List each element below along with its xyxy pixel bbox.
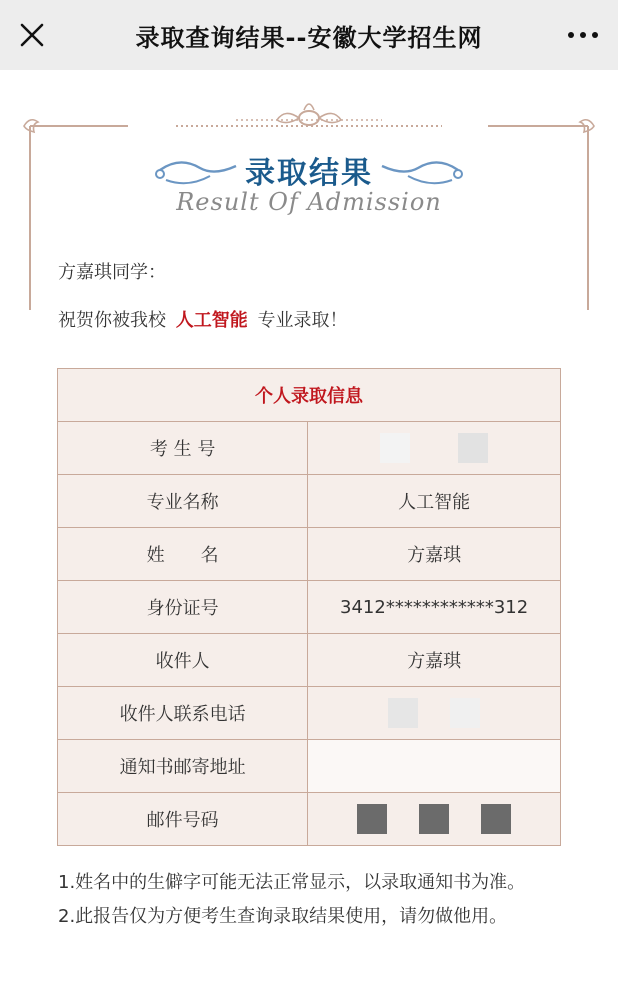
row-label: 收件人联系电话 bbox=[58, 687, 308, 740]
tracking-number-value bbox=[308, 793, 561, 846]
more-icon[interactable] bbox=[566, 24, 600, 46]
address-value bbox=[308, 740, 561, 793]
blurred-block bbox=[380, 433, 410, 463]
result-subheading: Result Of Admission bbox=[176, 188, 442, 216]
blurred-block bbox=[388, 698, 418, 728]
row-label: 通知书邮寄地址 bbox=[58, 740, 308, 793]
table-row bbox=[58, 475, 561, 528]
note-item: 1.姓名中的生僻字可能无法正常显示，以录取通知书为准。 bbox=[58, 872, 526, 893]
blurred-block bbox=[357, 804, 387, 834]
table-row bbox=[58, 793, 561, 846]
table-row bbox=[58, 528, 561, 581]
congrats-prefix: 祝贺你被我校 bbox=[58, 310, 166, 331]
row-label: 专业名称 bbox=[58, 475, 308, 528]
table-heading: 个人录取信息 bbox=[58, 369, 561, 422]
blurred-block bbox=[458, 433, 488, 463]
page-title: 录取查询结果--安徽大学招生网 bbox=[135, 23, 483, 52]
notes-section bbox=[58, 866, 558, 934]
table-row bbox=[58, 581, 561, 634]
result-headline: 录取结果 bbox=[245, 156, 373, 191]
table-row bbox=[58, 634, 561, 687]
blurred-block bbox=[419, 804, 449, 834]
row-label: 身份证号 bbox=[58, 581, 308, 634]
admission-info-table bbox=[57, 368, 561, 846]
note-item: 2.此报告仅为方便考生查询录取结果使用，请勿做他用。 bbox=[58, 906, 508, 927]
table-row bbox=[58, 740, 561, 793]
admitted-major: 人工智能 bbox=[175, 310, 248, 331]
table-row bbox=[58, 687, 561, 740]
close-icon[interactable] bbox=[18, 21, 46, 49]
table-header-row bbox=[58, 369, 561, 422]
result-page bbox=[0, 70, 618, 986]
row-value: 方嘉琪 bbox=[308, 634, 561, 687]
top-nav-bar bbox=[0, 0, 618, 70]
row-label: 收件人 bbox=[58, 634, 308, 687]
blurred-block bbox=[481, 804, 511, 834]
congratulations-text bbox=[58, 306, 347, 332]
blurred-block bbox=[450, 698, 480, 728]
phone-value bbox=[308, 687, 561, 740]
candidate-number-value bbox=[308, 422, 561, 475]
greeting-text: 方嘉琪同学： bbox=[58, 262, 166, 283]
row-label: 姓 名 bbox=[58, 528, 308, 581]
row-value: 人工智能 bbox=[308, 475, 561, 528]
congrats-suffix: 专业录取！ bbox=[257, 310, 348, 331]
row-value: 3412************312 bbox=[308, 581, 561, 634]
row-value: 方嘉琪 bbox=[308, 528, 561, 581]
row-label: 邮件号码 bbox=[58, 793, 308, 846]
table-row bbox=[58, 422, 561, 475]
row-label: 考 生 号 bbox=[58, 422, 308, 475]
